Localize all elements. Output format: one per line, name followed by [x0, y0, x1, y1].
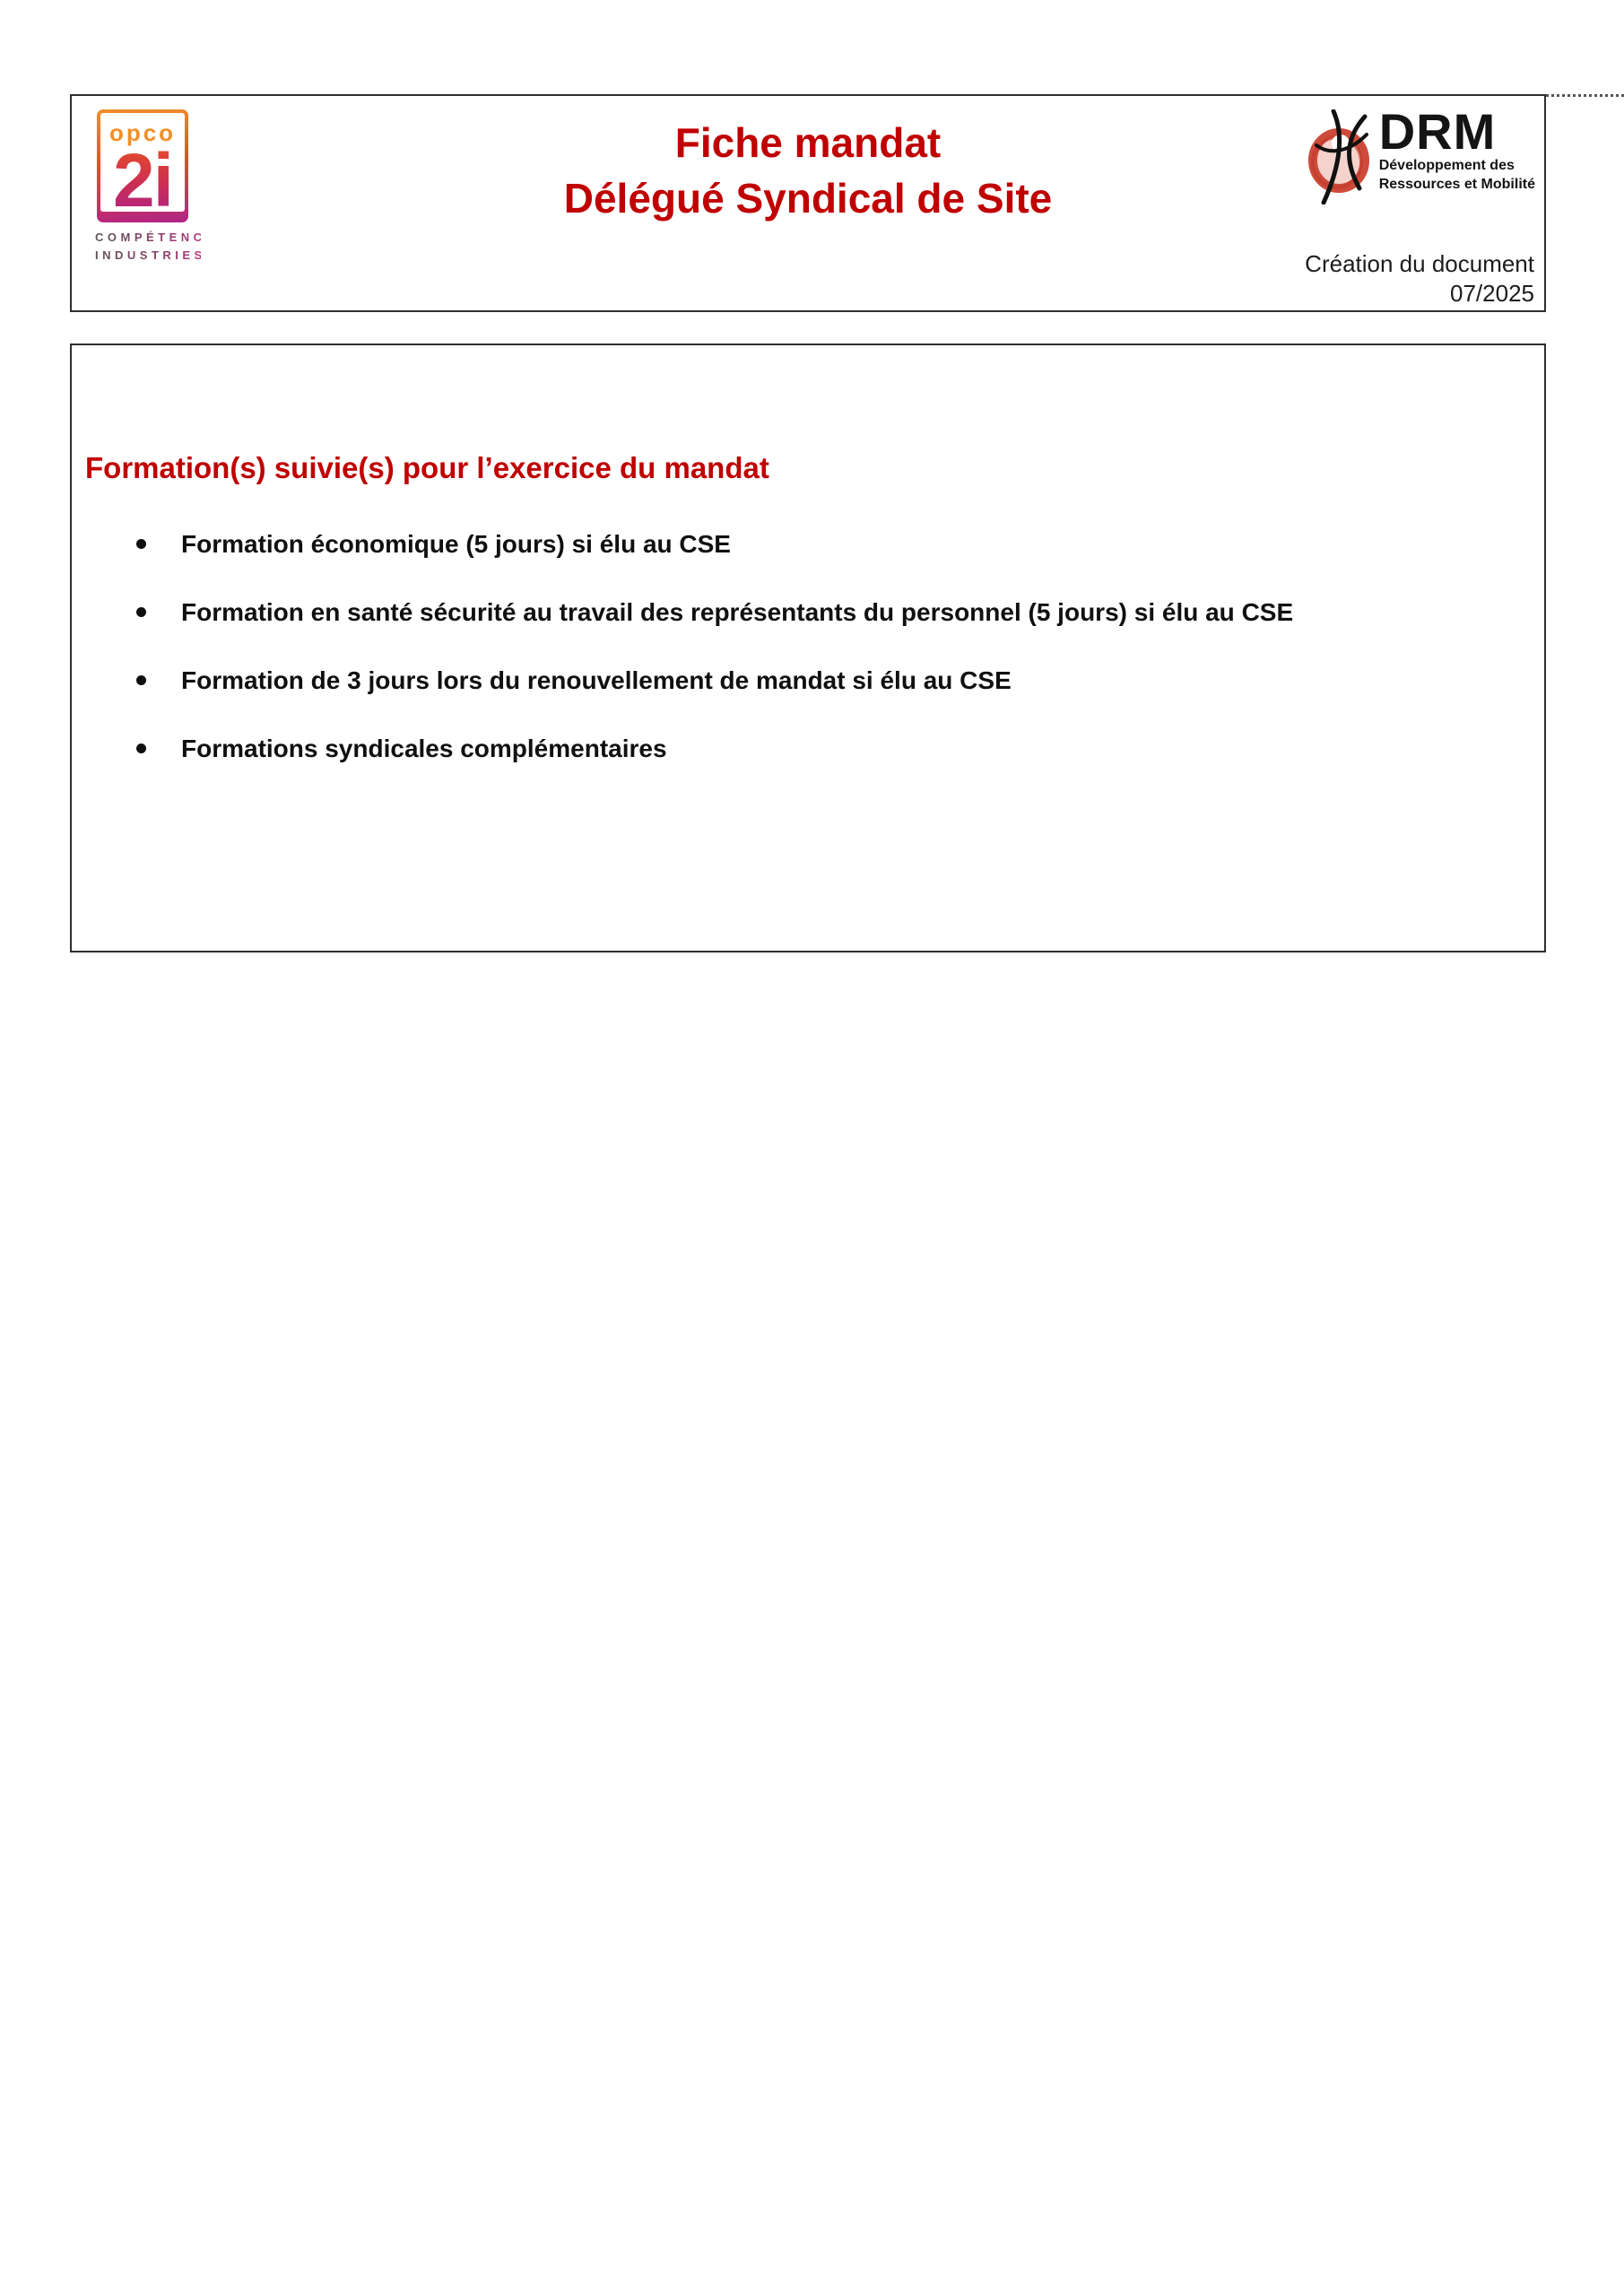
drm-figure-icon [1306, 109, 1377, 204]
opco-logo-wordmark: opco [109, 119, 177, 146]
formations-list [72, 527, 1526, 800]
list-item-text: Formation économique (5 jours) si élu au CSE [181, 530, 731, 558]
drm-subtitle-line1: Développement des [1378, 158, 1515, 174]
opco-logo-2i: 2i [112, 138, 173, 222]
drm-logo-text [1378, 103, 1535, 195]
formations-box [70, 344, 1546, 952]
bullet-icon [136, 744, 146, 753]
drm-acronym: DRM [1378, 103, 1497, 160]
list-item-text: Formation de 3 jours lors du renouvellement de mandat si élu au CSE [181, 666, 1012, 694]
list-item [72, 664, 1526, 697]
list-item [72, 732, 1526, 765]
page-subtitle: Délégué Syndical de Site [563, 175, 1053, 222]
creation-date: 07/2025 [1450, 280, 1534, 307]
opco-tagline-line1: COMPÉTENCES [95, 230, 230, 244]
bullet-icon [136, 607, 146, 617]
drm-logo [1306, 103, 1535, 204]
list-item [72, 596, 1526, 629]
opco-tagline-line2: INDUSTRIES [95, 248, 206, 263]
section-heading: Formation(s) suivie(s) pour l’exercice du mandat [85, 451, 769, 484]
list-item-text: Formations syndicales complémentaires [181, 735, 667, 762]
header-box [70, 94, 1546, 312]
list-item-text: Formation en santé sécurité au travail des représentants du personnel (5 jours) si élu au CSE [181, 598, 1294, 626]
bullet-icon [136, 539, 146, 549]
list-item [72, 527, 1526, 561]
creation-label: Création du document [1305, 250, 1534, 277]
creation-info [1305, 249, 1534, 309]
dotted-border-extension [1546, 94, 1624, 97]
drm-subtitle-line2: Ressources et Mobilité [1378, 176, 1535, 192]
opco-logo-tagline [95, 229, 230, 265]
bullet-icon [136, 675, 146, 685]
page-title: Fiche mandat [674, 119, 942, 166]
